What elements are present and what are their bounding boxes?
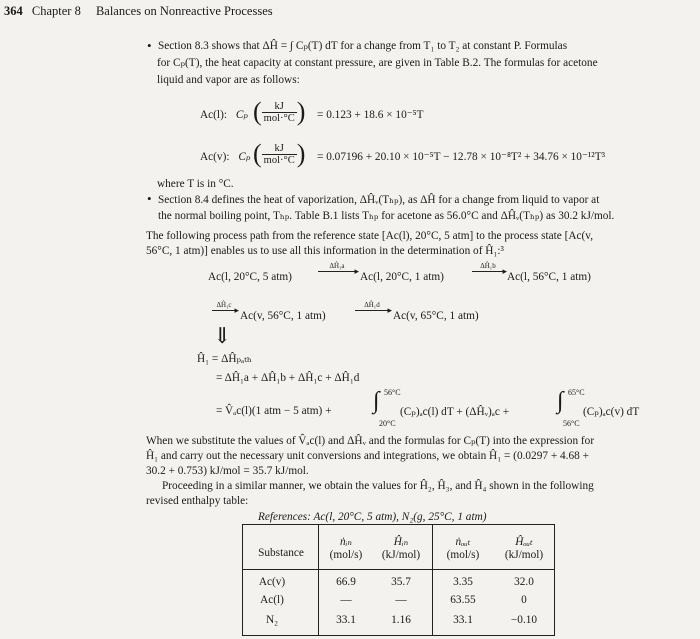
path-state-3: Ac(l, 56°C, 1 atm) [507, 271, 591, 283]
eq-vapor-units: ( $\frac{kJ}{\text{mol·°C}}$ ) [253, 139, 306, 168]
bullet-icon: • [147, 191, 152, 206]
chapter-label: Chapter 8 [31, 4, 81, 18]
table-row-2-n-in: — [340, 594, 352, 606]
table-row-1-n-in: 66.9 [336, 576, 356, 588]
table-row-1-h-out: 32.0 [514, 576, 534, 588]
page-header [4, 4, 273, 19]
bullet1-line2: for Cₚ(T), the heat capacity at constant pressure, are given in Table B.2. The formulas for acetone [157, 57, 598, 69]
bullet1-line3: liquid and vapor are as follows: [157, 74, 300, 86]
para3-line1: Proceeding in a similar manner, we obtain the values for Ĥ₂, Ĥ₃, and Ĥ₄ shown in the following [162, 480, 594, 492]
table-row-2-substance: Ac(l) [260, 594, 284, 606]
col-header-n-in-unit: (mol/s) [329, 549, 363, 561]
bullet2-line2: the normal boiling point, Tₕₚ. Table B.1 lists Tₕₚ for acetone as 56.0°C and ΔĤᵥ(Tₕₚ) as 30.2 kJ/mol. [158, 210, 615, 222]
path-arrow-1d: ΔĤ₁d ▸ [355, 301, 389, 311]
eq-vapor-unit-den: mol·°C [263, 154, 295, 166]
eq-vapor-cp: Cₚ [238, 151, 251, 163]
table-row-3-n-out: 33.1 [453, 614, 473, 626]
path-arrow-1b: ΔĤ₁b ▸ [472, 262, 504, 272]
table-row-2-h-out: 0 [521, 594, 527, 606]
table-row-2-n-out: 63.55 [450, 594, 476, 606]
where-text: where T is in °C. [157, 178, 234, 190]
path-state-4: Ac(v, 56°C, 1 atm) [240, 310, 326, 322]
eq-vapor-rhs: = 0.07196 + 20.10 × 10⁻⁵T − 12.78 × 10⁻⁸T² + 34.76 × 10⁻¹²T³ [317, 151, 605, 163]
eq-liquid-unit-den: mol·°C [263, 112, 295, 124]
col-header-h-in-unit: (kJ/mol) [381, 549, 421, 561]
eq-vapor-label: Ac(v): [200, 151, 230, 163]
eq-vapor [200, 150, 250, 163]
table-row-1-substance: Ac(v) [258, 576, 286, 588]
eq-vapor-unit-num: kJ [262, 143, 297, 155]
table-row-3-h-in: 1.16 [391, 614, 411, 626]
para2-line1: When we substitute the values of V̂ₐc(l) and ΔĤᵥ and the formulas for Cₚ(T) into the expression for [146, 435, 595, 447]
table-row-3-substance: N₂ [265, 614, 279, 626]
integral2-upper: 65°C [568, 388, 585, 397]
path-arrow-1d-label: ΔĤ₁d [364, 301, 380, 309]
table-row-1-h-in: 35.7 [391, 576, 411, 588]
eq-liquid-units: ( $\frac{kJ}{\text{mol·°C}}$ ) [253, 97, 306, 126]
integral-sign-2: ∫ [557, 388, 564, 414]
path-arrow-1a: ΔĤ₁a ▸ [318, 262, 356, 272]
para2-line3: 30.2 + 0.753) kJ/mol = 35.7 kJ/mol. [146, 465, 309, 477]
derivation-line2: = ΔĤ₁a + ΔĤ₁b + ΔĤ₁c + ΔĤ₁d [216, 372, 360, 384]
para3-line2: revised enthalpy table: [146, 495, 249, 507]
table-row-3-h-out: −0.10 [510, 614, 538, 626]
eq-liquid-rhs: = 0.123 + 18.6 × 10⁻⁵T [317, 109, 424, 121]
bullet2-line1: Section 8.4 defines the heat of vaporization, ΔĤᵥ(Tₕₚ), as ΔĤ for a change from liquid to vapor at [158, 194, 600, 206]
col-header-h-out-symbol: Ĥₒᵤₜ [515, 536, 533, 548]
para2-line2: Ĥ₁ and carry out the necessary unit conversions and integrations, we obtain Ĥ₁ = (0.0297 + 4.68 + [146, 450, 589, 462]
col-header-substance: Substance [258, 547, 304, 559]
eq-liquid-cp: Cₚ [235, 109, 248, 121]
page-number: 364 [4, 4, 23, 18]
derivation-line3a: = V̂ₐc(l)(1 atm − 5 atm) + [216, 405, 332, 417]
path-arrow-1a-label: ΔĤ₁a [329, 262, 345, 270]
integral1-upper: 56°C [384, 388, 401, 397]
para1-line2: 56°C, 1 atm)] enables us to use all this information in the determination of Ĥ₁:³ [146, 245, 504, 257]
table-row-2-h-in: — [395, 594, 407, 606]
derivation-line1: Ĥ₁ = ΔĤₚₐₜₕ [197, 353, 252, 365]
col-header-h-out-unit: (kJ/mol) [504, 549, 544, 561]
col-header-n-out-unit: (mol/s) [446, 549, 480, 561]
derivation-line3b: (Cₚ)ₐc(l) dT + (ΔĤᵥ)ₐc + [400, 406, 510, 418]
integral1-lower: 20°C [379, 419, 396, 428]
path-arrow-1b-label: ΔĤ₁b [480, 262, 496, 270]
path-state-1: Ac(l, 20°C, 5 atm) [208, 271, 292, 283]
path-arrow-1c: ΔĤ₁c ▸ [212, 301, 236, 311]
col-header-h-in-symbol: Ĥᵢₙ [393, 536, 409, 548]
chapter-title: Balances on Nonreactive Processes [95, 4, 273, 18]
col-header-n-out-symbol: ṅₒᵤₜ [455, 536, 471, 548]
path-arrow-1c-label: ΔĤ₁c [216, 301, 232, 309]
col-header-n-in-symbol: ṅᵢₙ [339, 536, 352, 548]
eq-liquid-unit-num: kJ [262, 101, 297, 113]
derivation-line3c: (Cₚ)ₐc(v) dT [583, 406, 640, 418]
bullet1-line1: Section 8.3 shows that ΔĤ = ∫ Cₚ(T) dT for a change from T₁ to T₂ at constant P. Formulas [158, 40, 568, 52]
table-row-3-n-in: 33.1 [336, 614, 356, 626]
para1-line1: The following process path from the reference state [Ac(l), 20°C, 5 atm] to the process state [Ac(v, [146, 230, 594, 242]
down-arrow-icon: ⇓ [213, 323, 232, 348]
integral2-lower: 56°C [563, 419, 580, 428]
path-state-2: Ac(l, 20°C, 1 atm) [360, 271, 444, 283]
eq-liquid-label: Ac(l): [200, 109, 227, 121]
table-row-1-n-out: 3.35 [453, 576, 473, 588]
bullet-icon: • [147, 38, 152, 53]
enthalpy-table [242, 524, 555, 636]
table-references: References: Ac(l, 20°C, 5 atm), N₂(g, 25°C, 1 atm) [258, 511, 487, 523]
integral-sign-1: ∫ [373, 388, 380, 414]
path-state-5: Ac(v, 65°C, 1 atm) [393, 310, 479, 322]
eq-liquid [200, 108, 248, 121]
